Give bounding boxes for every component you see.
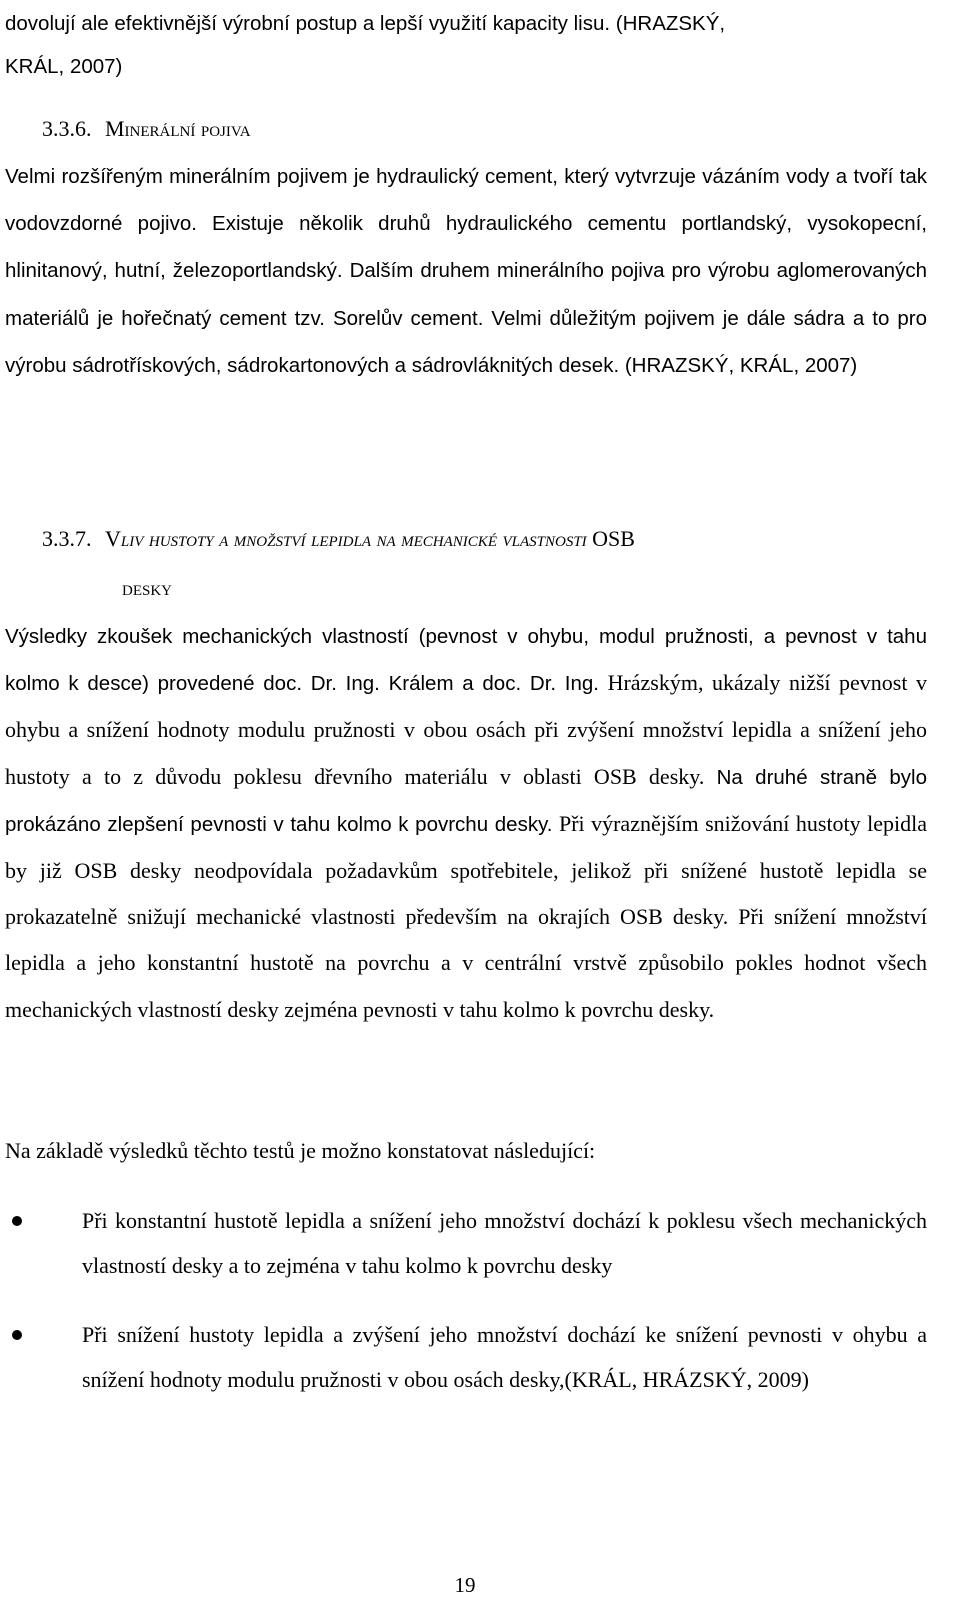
section-366-p1-sans: Existuje několik druhů hydraulického cementu portlandský, vysokopecní, hlinitanový, hutní, železoportlandský. Dalším druhem minerálního pojiva pro výrobu aglomerovaných materiálů je hořečnatý cement tzv. Sorelův cement. Velmi důležitým pojivem je dále sádra a to pro výrobu sádrotřískových, sádrokartonových a sádrovláknitých desek. (HRAZSKÝ, KRÁL, 2007)	[5, 212, 927, 377]
section-367-title-line2: desky	[122, 575, 173, 600]
bullet-dot-2	[12, 1330, 22, 1340]
section-366-title: Minerální pojiva	[105, 116, 251, 141]
section-367-p1-sans-a: Výsledky zkoušek mechanických vlastností (pevnost v ohybu, modul pružnosti, a pevnost v tahu kolmo k desce) provedené doc. Dr. Ing. Králem a doc. Dr. Ing.	[5, 625, 927, 696]
intro-line-2: KRÁL, 2007)	[5, 55, 123, 78]
page-number: 19	[454, 1573, 476, 1597]
section-367-p1-serif-a: Hrázským, ukázaly nižší pevnost v ohybu a snížení hodnoty modulu pružnosti v obou osách při zvýšení množství lepidla a snížení jeho hustoty a to z důvodu poklesu dřevního materiálu v oblasti OSB desky.	[5, 670, 928, 789]
section-366-p1-serif: Velmi rozšířeným minerálním pojivem je hydraulický cement, který vytvrzuje vázáním vody a tvoří tak vodovzdorné pojivo.	[5, 165, 927, 236]
section-366-heading	[42, 106, 251, 152]
section-367-title-lead: V	[105, 526, 121, 551]
section-367-paragraph-1	[5, 613, 927, 1033]
bullet-item-2: Při snížení hustoty lepidla a zvýšení jeho množství dochází ke snížení pevnosti v ohybu a snížení hodnoty modulu pružnosti v obou osách desky,(KRÁL, HRÁZSKÝ, 2009)	[82, 1322, 927, 1392]
section-367-paragraph-2: Na základě výsledků těchto testů je možno konstatovat následující:	[5, 1138, 596, 1163]
intro-line-1: dovolují ale efektivnější výrobní postup a lepší využití kapacity lisu. (HRAZSKÝ,	[5, 12, 726, 35]
section-367-title-tail: OSB	[592, 526, 635, 551]
section-366-paragraph	[5, 153, 927, 389]
section-367-p1-sans-b: Na druhé straně bylo prokázáno zlepšení pevnosti v tahu kolmo k povrchu desky.	[5, 765, 928, 836]
section-367-heading	[42, 516, 635, 562]
bullet-item-1: Při konstantní hustotě lepidla a snížení jeho množství dochází k poklesu všech mechanických vlastností desky a to zejména v tahu kolmo k povrchu desky	[82, 1208, 927, 1278]
section-367-title-italic: liv hustoty a množství lepidla na mechanické vlastnosti	[120, 526, 587, 551]
section-366-number: 3.3.6.	[42, 116, 92, 141]
bullet-dot-1	[12, 1216, 22, 1226]
section-367-number: 3.3.7.	[42, 526, 92, 551]
section-367-p1-serif-b: Při výraznějším snižování hustoty lepidla by již OSB desky neodpovídala požadavkům spotřebitele, jelikož při snížené hustotě lepidla se prokazatelně snižují mechanické vlastnosti především na okrajích OSB desky. Při snížení množství lepidla a jeho konstantní hustotě na povrchu a v centrální vrstvě způsobilo pokles hodnot všech mechanických vlastností desky zejména pevnosti v tahu kolmo k povrchu desky.	[5, 810, 927, 1022]
